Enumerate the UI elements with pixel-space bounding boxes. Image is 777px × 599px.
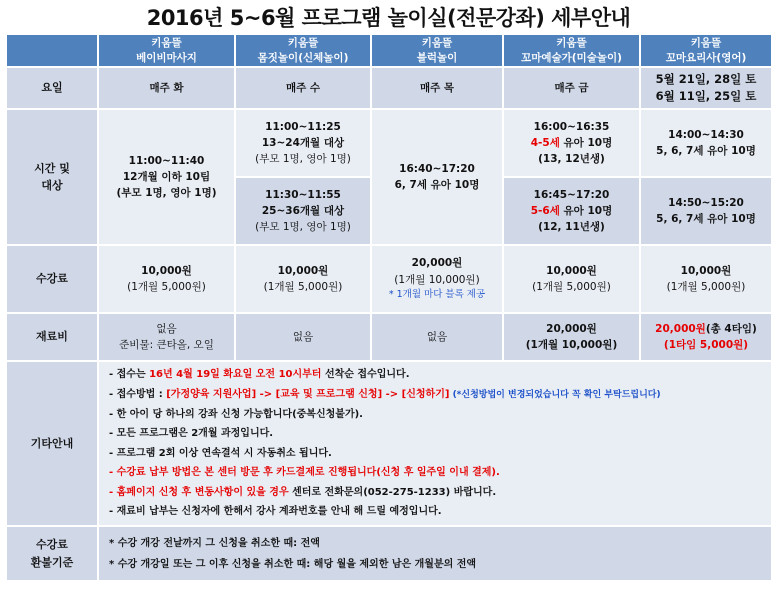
- day-cell-saturday: [640, 67, 772, 109]
- day-cell: 매주 수: [235, 67, 371, 109]
- target-text: 13~24개월 대상: [261, 136, 345, 149]
- label-line1: 시간 및: [34, 161, 70, 175]
- label-material: 재료비: [6, 313, 98, 361]
- fee-monthly: (1개월 5,000원): [263, 281, 343, 293]
- program-table: [6, 34, 772, 596]
- day-line2: 6월 11일, 25일 토: [655, 89, 757, 103]
- time-text: 16:00~16:35: [533, 120, 610, 133]
- fee-monthly: (1개월 5,000원): [127, 281, 206, 293]
- fee-amount: 10,000원: [141, 264, 192, 277]
- time-artist-a: [503, 109, 640, 177]
- header-line2: 블럭놀이: [416, 51, 458, 64]
- note-item: - 수강료 납부 방법은 본 센터 방문 후 카드결제로 진행됩니다(신청 후 일주일 이내 결제).: [109, 467, 500, 479]
- material-text: 없음: [156, 322, 177, 335]
- header-movement-play: [235, 34, 371, 67]
- day-cell: 매주 목: [371, 67, 503, 109]
- fee-cell: [98, 245, 235, 313]
- time-text: 11:30~11:55: [265, 188, 341, 201]
- refund-list: [98, 526, 772, 581]
- note-text: 센터로 전화문의(052-275-1233) 바랍니다.: [288, 486, 497, 498]
- label-fee: 수강료: [6, 245, 98, 313]
- note-item: [109, 385, 661, 405]
- note-highlight: [가정양육 지원사업] -> [교육 및 프로그램 신청] -> [신청하기]: [166, 388, 450, 400]
- material-amount: 20,000원: [655, 322, 706, 335]
- note-item: [109, 365, 410, 385]
- material-amount-line: [655, 321, 757, 337]
- time-text: 16:45~17:20: [533, 188, 610, 201]
- time-text: 16:40~17:20: [399, 162, 475, 175]
- fee-cell: [235, 245, 371, 313]
- time-text: 14:50~15:20: [668, 196, 744, 209]
- time-text: 11:00~11:25: [265, 120, 341, 133]
- fee-amount: 10,000원: [680, 264, 732, 277]
- material-cell: [503, 313, 640, 361]
- label-time-target: [6, 109, 98, 245]
- time-text: 14:00~14:30: [668, 128, 744, 141]
- header-line1: 키움뜰: [421, 37, 453, 50]
- header-little-artist: [503, 34, 640, 67]
- label-line1: 수강료: [36, 538, 68, 552]
- age-rest: 유아 10명: [559, 136, 613, 149]
- label-etc: 기타안내: [6, 361, 98, 526]
- note-item: - 프로그램 2회 이상 연속결석 시 자동취소 됩니다.: [109, 447, 332, 459]
- header-line2: 꼬마예술가(미술놀이): [521, 51, 622, 64]
- time-chef-b: [640, 177, 772, 245]
- note-text: 선착순 접수입니다.: [321, 369, 410, 381]
- note-highlight: - 홈페이지 신청 후 변동사항이 있을 경우: [109, 486, 289, 498]
- fee-amount: 10,000원: [546, 264, 597, 277]
- material-cell: [640, 313, 772, 361]
- header-little-chef: [640, 34, 772, 67]
- time-chef-a: [640, 109, 772, 177]
- note-blue-text: (*신청방법이 변경되었습니다 꼭 확인 부탁드립니다): [449, 389, 661, 400]
- note-text: - 접수방법 :: [109, 388, 167, 400]
- label-line2: 대상: [41, 179, 63, 192]
- day-line1: 5월 21일, 28일 토: [655, 71, 757, 86]
- header-line1: 키움뜰: [690, 37, 722, 50]
- label-day: 요일: [6, 67, 98, 109]
- target-text: [531, 135, 612, 151]
- header-line2: 몸짓놀이(신체놀이): [257, 51, 349, 64]
- material-supplies: 준비물: 큰타올, 오일: [119, 339, 214, 351]
- note-item: [109, 483, 496, 503]
- target-text: 25~36개월 대상: [261, 204, 345, 217]
- fee-cell: [503, 245, 640, 313]
- target-text: 5, 6, 7세 유아 10명: [656, 145, 756, 157]
- target-text: 12개월 이하 10팀: [122, 170, 211, 183]
- age-highlight: 4-5세: [530, 136, 560, 149]
- note-text: - 접수는: [109, 369, 150, 381]
- notes-list: [98, 361, 772, 526]
- fee-monthly: (1개월 5,000원): [532, 281, 611, 293]
- note-item: - 재료비 납부는 신청자에 한해서 강사 계좌번호를 안내 해 드릴 예정입니다.: [109, 506, 442, 518]
- note-item: - 모든 프로그램은 2개월 과정입니다.: [109, 428, 274, 440]
- material-monthly: (1개월 10,000원): [525, 339, 618, 351]
- group-text: (부모 1명, 영아 1명): [255, 153, 351, 166]
- fee-note: * 1개월 마다 블록 제공: [388, 288, 486, 300]
- header-block-play: [371, 34, 503, 67]
- label-refund: [6, 526, 98, 581]
- header-corner: [6, 34, 98, 67]
- time-movement-a: [235, 109, 371, 177]
- material-cell: 없음: [235, 313, 371, 361]
- material-amount: 20,000원: [546, 322, 597, 335]
- time-block-play: [371, 109, 503, 245]
- birth-year-text: (12, 11년생): [538, 221, 605, 234]
- fee-cell: [640, 245, 772, 313]
- note-highlight: 16년 4월 19일 화요일 오전 10시부터: [149, 369, 322, 381]
- header-line1: 키움뜰: [287, 37, 319, 50]
- refund-item: * 수강 개강일 또는 그 이후 신청을 취소한 때: 해당 월을 제외한 남은 개월분의 전액: [109, 558, 477, 570]
- age-rest: 유아 10명: [559, 204, 613, 217]
- header-line1: 키움뜰: [151, 37, 182, 50]
- header-line2: 베이비마사지: [136, 51, 197, 64]
- time-text: 11:00~11:40: [128, 154, 205, 167]
- fee-amount: 10,000원: [277, 264, 329, 277]
- target-text: [531, 203, 612, 219]
- fee-monthly: (1개월 10,000원): [394, 273, 480, 286]
- target-text: 6, 7세 유아 10명: [394, 179, 480, 191]
- refund-item: * 수강 개강 전날까지 그 신청을 취소한 때: 전액: [109, 537, 320, 549]
- material-cell: [98, 313, 235, 361]
- header-line1: 키움뜰: [556, 37, 587, 50]
- material-per-session: (1타임 5,000원): [663, 339, 749, 351]
- day-cell: 매주 금: [503, 67, 640, 109]
- group-text: (부모 1명, 영아 1명): [255, 221, 351, 234]
- time-movement-b: [235, 177, 371, 245]
- note-item: - 한 아이 당 하나의 강좌 신청 가능합니다(중복신청불가).: [109, 408, 363, 420]
- fee-cell: [371, 245, 503, 313]
- time-artist-b: [503, 177, 640, 245]
- fee-amount: 20,000원: [411, 257, 463, 270]
- fee-monthly: (1개월 5,000원): [666, 281, 746, 293]
- label-line2: 환불기준: [30, 555, 74, 569]
- material-total: (총 4타임): [705, 322, 757, 335]
- target-text: 5, 6, 7세 유아 10명: [656, 213, 756, 225]
- header-baby-massage: [98, 34, 235, 67]
- material-cell: 없음: [371, 313, 503, 361]
- day-cell: 매주 화: [98, 67, 235, 109]
- age-highlight: 5-6세: [530, 204, 560, 217]
- time-baby-massage: [98, 109, 235, 245]
- birth-year-text: (13, 12년생): [538, 153, 605, 166]
- page-title: 2016년 5~6월 프로그램 놀이실(전문강좌) 세부안내: [146, 6, 631, 30]
- header-line2: 꼬마요리사(영어): [665, 51, 747, 64]
- group-text: (부모 1명, 영아 1명): [116, 187, 217, 200]
